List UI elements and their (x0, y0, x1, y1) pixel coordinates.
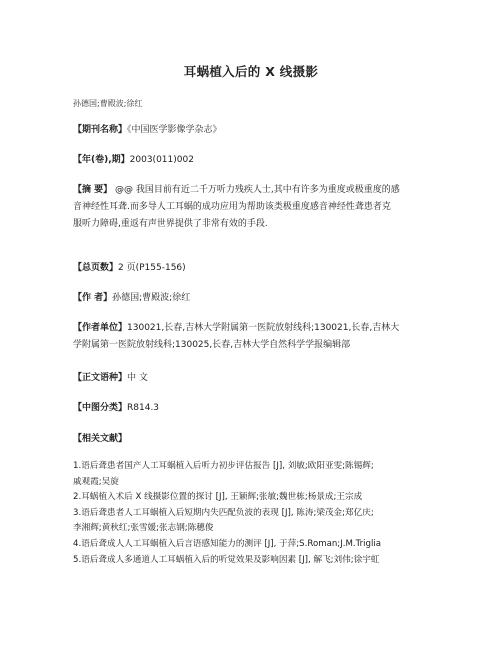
reference-item: 李湘辉;黄秋红;张雪媛;张志钢;陈穗俊 (73, 523, 214, 534)
year-field (73, 152, 433, 169)
author-value: 孙德国;曹殿波;徐红 (112, 293, 191, 303)
abstract-field (73, 182, 433, 233)
reference-item: 3.语后聋患者人工耳蜗植入后短期内失匹配负波的表现 [J], 陈涛;梁茂金;郑亿庆; (73, 507, 374, 518)
journal-label: 【期刊名称】 (73, 125, 128, 135)
affiliation-field (73, 320, 433, 354)
language-label: 【正文语种】 (73, 373, 128, 383)
journal-field (73, 122, 433, 139)
related-label: 【相关文献】 (73, 434, 128, 444)
abstract-line-2: 音神经性耳聋.而多导人工耳蜗的成功应用为帮助该类极重度感音神经性聋患者克 (73, 202, 391, 212)
journal-value: 《中国医学影像学杂志》 (127, 125, 222, 135)
abstract-line-3: 服听力障碍,重返有声世界提供了非常有效的手段. (73, 219, 268, 229)
reference-item: 4.语后聋成人人工耳蜗植入后言语感知能力的测评 [J], 于萍;S.Roman;J.M.Triglia (73, 538, 382, 549)
affiliation-line-2: 学附属第一医院放射线科;130025,长春,吉林大学自然科学学报编辑部 (73, 340, 351, 350)
author-label: 【作 者】 (73, 293, 113, 303)
reference-item: 5.语后聋成人多通道人工耳蜗植入后的听觉效果及影响因素 [J], 解飞;刘伟;徐宇虹 (73, 554, 380, 565)
pages-value: 2 页(P155-156) (118, 263, 186, 273)
year-label: 【年(卷),期】 (73, 155, 130, 165)
pages-field (73, 260, 433, 277)
abstract-line-1: 【摘 要】 @@ 我国目前有近二千万听力残疾人士,其中有许多为重度或极重度的感 (73, 185, 400, 195)
reference-item: 2.耳蜗植入术后 X 线摄影位置的探讨 [J], 王颖辉;张敏;魏世栋;杨景成;王宗成 (73, 492, 363, 503)
affiliation-label: 【作者单位】 (73, 323, 128, 333)
page-title: 耳蜗植入后的 X 线摄影 (183, 64, 319, 79)
language-value: 中 文 (127, 373, 148, 383)
language-field (73, 370, 433, 387)
clc-value: R814.3 (127, 403, 160, 413)
reference-list (73, 459, 435, 568)
clc-field (73, 400, 433, 417)
pages-label: 【总页数】 (73, 263, 119, 273)
clc-label: 【中图分类】 (73, 403, 128, 413)
abstract-label: 【摘 要】 (73, 185, 113, 195)
affiliation-line-1: 【作者单位】130021,长春,吉林大学附属第一医院放射线科;130021,长春,吉林大 (73, 323, 400, 333)
related-heading (73, 431, 433, 448)
reference-item: 1.语后聋患者国产人工耳蜗植入后听力初步评估报告 [J], 刘敏;欧阳亚雯;陈锡辉; (73, 461, 374, 471)
reference-item: 戚观霞;吴旋 (73, 476, 119, 487)
author-line: 孙德国;曹殿波;徐红 (73, 99, 143, 108)
year-value: 2003(011)002 (129, 155, 194, 165)
author-field (73, 290, 433, 307)
